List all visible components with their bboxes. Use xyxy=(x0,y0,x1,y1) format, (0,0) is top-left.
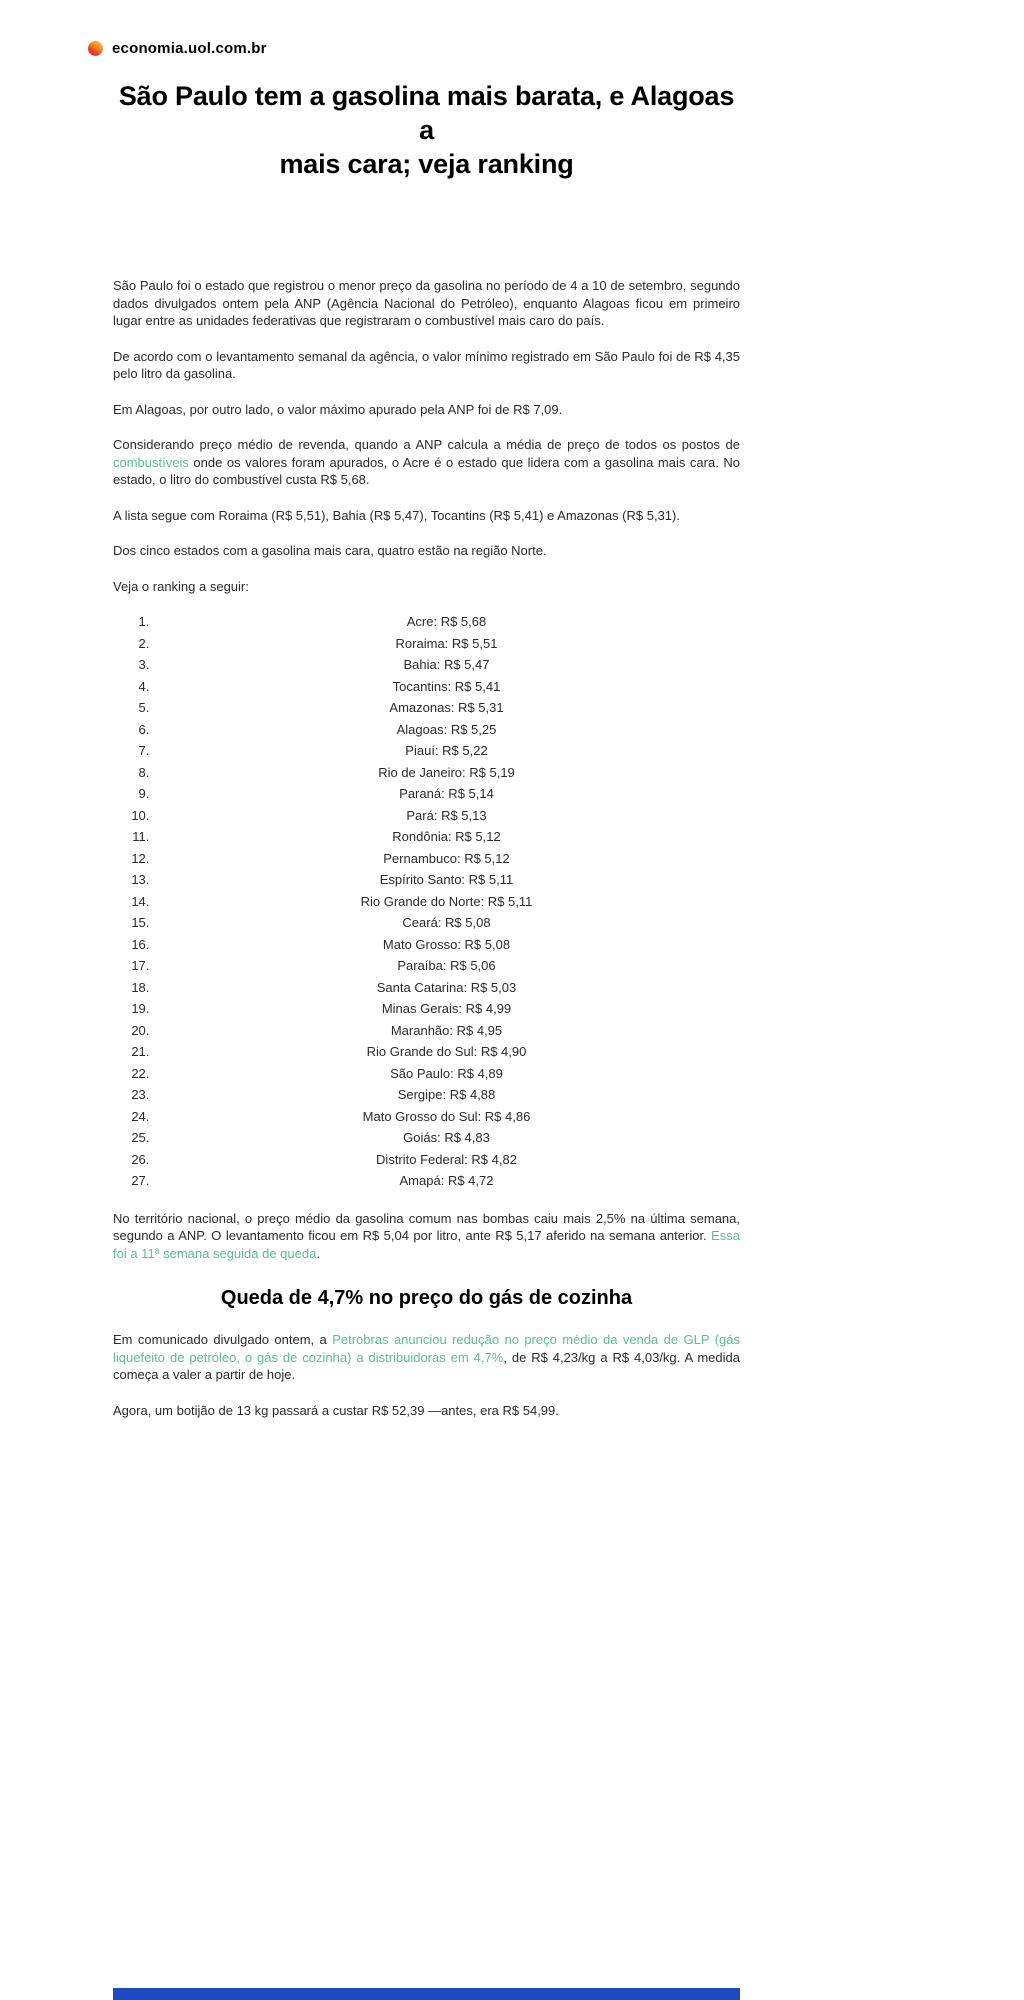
paragraph-glp-text-pre: Em comunicado divulgado ontem, a xyxy=(113,1332,333,1347)
article-headline xyxy=(113,79,740,181)
ranking-item: 3. Bahia: R$ 5,47 xyxy=(153,656,740,674)
paragraph-glp-text-post: , de R$ 4,23/kg a R$ 4,03/kg. A medida começa a valer a partir de hoje. xyxy=(113,1349,740,1382)
paragraph-north-region: Dos cinco estados com a gasolina mais cara, quatro estão na região Norte. xyxy=(113,543,547,558)
paragraph-botijao: Agora, um botijão de 13 kg passará a custar R$ 52,39 —antes, era R$ 54,99. xyxy=(113,1402,559,1418)
paragraph-average-price-text-post: onde os valores foram apurados, o Acre é o estado que lidera com a gasolina mais cara. No estado, o litro do combustível custa R$ 5,68. xyxy=(113,454,740,487)
ranking-item: 10. Pará: R$ 5,13 xyxy=(153,807,740,825)
ranking-item: 15. Ceará: R$ 5,08 xyxy=(153,914,740,932)
ranking-item: 5. Amazonas: R$ 5,31 xyxy=(153,699,740,717)
ranking-item: 25. Goiás: R$ 4,83 xyxy=(153,1129,740,1147)
site-domain: economia.uol.com.br xyxy=(112,40,267,57)
headline-line-2: mais cara; veja ranking xyxy=(279,149,574,179)
paragraph-national-average xyxy=(113,1210,740,1263)
ranking-item: 22. São Paulo: R$ 4,89 xyxy=(153,1065,740,1083)
ranking-item: 18. Santa Catarina: R$ 5,03 xyxy=(153,979,740,997)
paragraph-max-price: Em Alagoas, por outro lado, o valor máximo apurado pela ANP foi de R$ 7,09. xyxy=(113,401,563,417)
ranking-item: 6. Alagoas: R$ 5,25 xyxy=(153,721,740,739)
headline-line-1: São Paulo tem a gasolina mais barata, e Alagoas a xyxy=(118,81,735,145)
ranking-item: 11. Rondônia: R$ 5,12 xyxy=(153,828,740,846)
paragraph-national-average-text-post: . xyxy=(316,1245,320,1261)
ranking-item: 19. Minas Gerais: R$ 4,99 xyxy=(153,1000,740,1018)
paragraph-average-price xyxy=(113,436,740,489)
paragraph-glp xyxy=(113,1331,740,1384)
uol-logo-icon xyxy=(88,41,103,56)
ranking-item: 23. Sergipe: R$ 4,88 xyxy=(153,1086,740,1104)
paragraph-ranking-label: Veja o ranking a seguir: xyxy=(113,578,249,594)
footer-bar xyxy=(113,1988,740,2000)
paragraph-list-follows: A lista segue com Roraima (R$ 5,51), Bahia (R$ 5,47), Tocantins (R$ 5,41) e Amazonas (R$ 5,31). xyxy=(113,507,680,523)
ranking-item: 2. Roraima: R$ 5,51 xyxy=(153,635,740,653)
combustiveis-link[interactable]: combustíveis xyxy=(113,454,189,470)
article-body xyxy=(113,277,740,1419)
ranking-item: 14. Rio Grande do Norte: R$ 5,11 xyxy=(153,893,740,911)
ranking-item: 9. Paraná: R$ 5,14 xyxy=(153,785,740,803)
ranking-item: 27. Amapá: R$ 4,72 xyxy=(153,1172,740,1190)
section-subheading: Queda de 4,7% no preço do gás de cozinha xyxy=(220,1287,633,1309)
ranking-item: 24. Mato Grosso do Sul: R$ 4,86 xyxy=(153,1108,740,1126)
eleventh-week-drop-link[interactable]: Essa foi a 11ª semana seguida de queda xyxy=(113,1228,740,1261)
ranking-item: 8. Rio de Janeiro: R$ 5,19 xyxy=(153,764,740,782)
ranking-item: 20. Maranhão: R$ 4,95 xyxy=(153,1022,740,1040)
ranking-item: 21. Rio Grande do Sul: R$ 4,90 xyxy=(153,1043,740,1061)
ranking-item: 12. Pernambuco: R$ 5,12 xyxy=(153,850,740,868)
petrobras-glp-link[interactable]: Petrobras anunciou redução no preço médio da venda de GLP (gás liquefeito de petróleo, o gás de cozinha) a distribuidoras em 4,7% xyxy=(113,1332,740,1365)
ranking-item: 1. Acre: R$ 5,68 xyxy=(153,613,740,631)
paragraph-intro: São Paulo foi o estado que registrou o menor preço da gasolina no período de 4 a 10 de setembro, segundo dados divulgados ontem pela ANP (Agência Nacional do Petróleo), enquanto Alagoas ficou em primeiro lugar entre as unidades federativas que registraram o combustível mais caro do país. xyxy=(113,278,740,328)
ranking-item: 16. Mato Grosso: R$ 5,08 xyxy=(153,936,740,954)
ranking-item: 26. Distrito Federal: R$ 4,82 xyxy=(153,1151,740,1169)
paragraph-average-price-text-pre: Considerando preço médio de revenda, quando a ANP calcula a média de preço de todos os postos de xyxy=(113,437,740,452)
ranking-item: 7. Piauí: R$ 5,22 xyxy=(153,742,740,760)
paragraph-national-average-text-pre: No território nacional, o preço médio da gasolina comum nas bombas caiu mais 2,5% na última semana, segundo a ANP. O levantamento ficou em R$ 5,04 por litro, ante R$ 5,17 aferido na semana anterior. xyxy=(113,1210,740,1243)
ranking-item: 4. Tocantins: R$ 5,41 xyxy=(153,678,740,696)
site-header xyxy=(0,0,1024,57)
paragraph-min-price: De acordo com o levantamento semanal da agência, o valor mínimo registrado em São Paulo foi de R$ 4,35 pelo litro da gasolina. xyxy=(113,348,740,381)
ranking-item: 17. Paraíba: R$ 5,06 xyxy=(153,957,740,975)
ranking-item: 13. Espírito Santo: R$ 5,11 xyxy=(153,871,740,889)
article xyxy=(113,79,740,1419)
ranking-list xyxy=(113,613,740,1190)
